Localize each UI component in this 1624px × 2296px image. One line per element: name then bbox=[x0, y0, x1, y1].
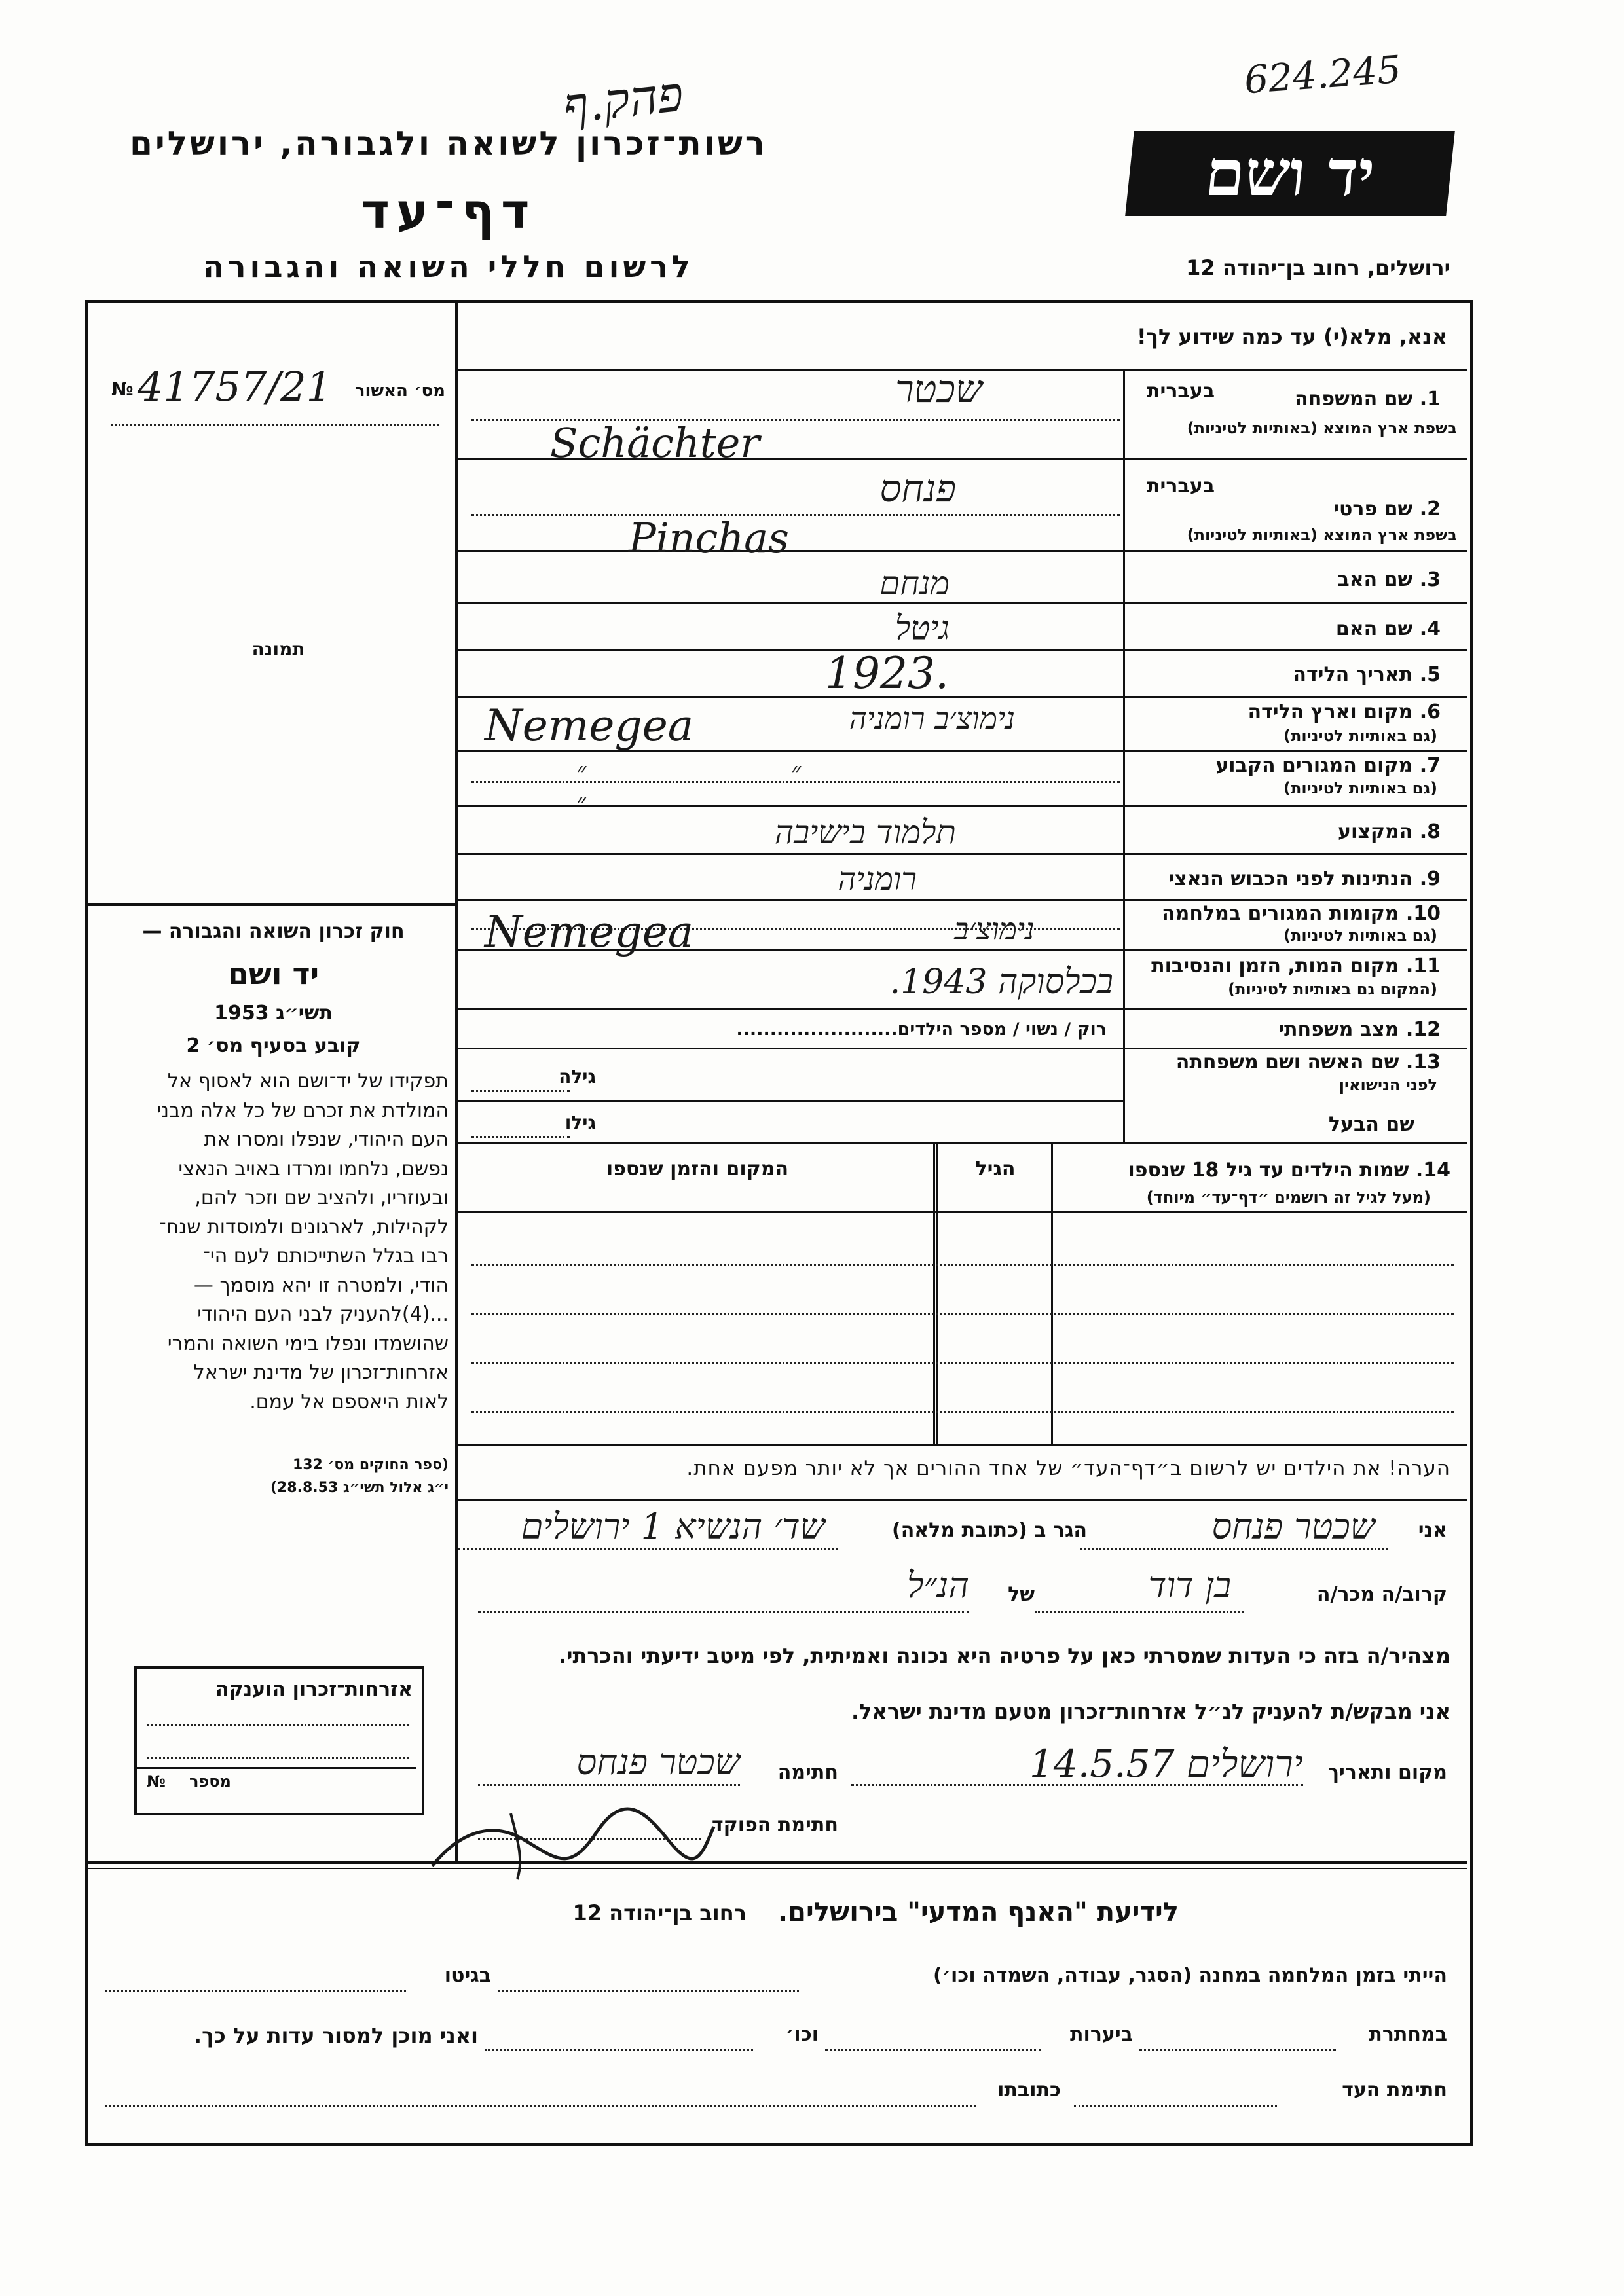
place-date-value: ירושלים 14.5.57 bbox=[1029, 1741, 1303, 1786]
rule bbox=[456, 1100, 1124, 1102]
birth-place-latin-value: Nemegea bbox=[485, 701, 694, 751]
rule bbox=[1051, 1144, 1053, 1446]
rule bbox=[456, 1048, 1467, 1049]
citizenship-line bbox=[147, 1724, 409, 1726]
field-death bbox=[1130, 955, 1441, 977]
declarant-name-value: שכטר פנחס bbox=[1211, 1506, 1375, 1547]
officer-signature-label: חתימת הפוקד bbox=[712, 1813, 838, 1836]
underground-line bbox=[1139, 2049, 1336, 2051]
yad-vashem-logo bbox=[1125, 131, 1455, 216]
rule bbox=[456, 899, 1467, 901]
field-number: 10. bbox=[1405, 902, 1441, 925]
law-line: ובעוזריו, ולהציב שם וזכר להם, bbox=[194, 1186, 449, 1209]
law-line: שהושמדו ונפלו בימי השואה והמרי bbox=[167, 1332, 449, 1355]
witness-signature-label: חתימת העד bbox=[1342, 2079, 1447, 2102]
field-sublabel: (המקום גם באותיות לטיניות) bbox=[1228, 980, 1437, 998]
rule bbox=[936, 1144, 938, 1446]
citizenship-line bbox=[147, 1757, 409, 1759]
profession-value: תלמוד בישיבה bbox=[774, 813, 956, 851]
field-label: הנתינות לפני הכבוש הנאצי bbox=[1168, 867, 1413, 890]
field-number: 13. bbox=[1405, 1051, 1441, 1074]
field-wartime-residence bbox=[1130, 902, 1441, 925]
field-label: שם פרטי bbox=[1333, 498, 1413, 520]
children-row-line bbox=[471, 1264, 1454, 1266]
signature-label: חתימה bbox=[777, 1761, 838, 1784]
rule bbox=[456, 1142, 1467, 1144]
handwritten-reference-number: 624.245 bbox=[1242, 46, 1403, 103]
logo-text: יד ושם bbox=[1202, 136, 1378, 210]
approval-number-row bbox=[105, 363, 445, 419]
declaration-request: אני מבקש/ת להעניק לנ״ל אזרחות־זכרון מטעם מדינת ישראל. bbox=[851, 1699, 1450, 1724]
rule bbox=[456, 1008, 1467, 1010]
footer-address: רחוב בן־יהודה 12 bbox=[572, 1901, 747, 1925]
camp-line bbox=[498, 1990, 799, 1992]
handwritten-file-note: פהק.ף bbox=[560, 65, 686, 135]
field-number: 7. bbox=[1419, 754, 1441, 777]
entry-line bbox=[471, 514, 1120, 516]
forests-label: ביערות bbox=[1070, 2023, 1133, 2046]
intro-text: אנא, מלא(י) עד כמה שידוע לך! bbox=[1136, 324, 1447, 349]
law-line: לקהילות, לארגונים ולמוסדות שנח־ bbox=[158, 1215, 449, 1239]
field-sublabel: בשפת ארץ המוצא (באותיות לטיניות) bbox=[1187, 526, 1457, 544]
field-number: 12. bbox=[1405, 1018, 1441, 1041]
children-sublabel: (מעל לגיל זה רושמים ״דף־עד״ מיוחד) bbox=[1146, 1188, 1431, 1207]
footer-heading: לידיעת "האנף המדעי" בירושלים. bbox=[777, 1897, 1179, 1927]
witness-address-line bbox=[105, 2105, 976, 2107]
death-place-time-value: בכלסוקה 1943. bbox=[889, 962, 1113, 1002]
field-nationality bbox=[1130, 867, 1441, 890]
field-label: מצב משפחתי bbox=[1278, 1018, 1399, 1041]
form-subtitle: לרשום חללי השואה והגבורה bbox=[203, 249, 694, 284]
rule bbox=[456, 1211, 1467, 1213]
wife-age-line bbox=[471, 1090, 570, 1092]
field-sublabel: לפני הנישואין bbox=[1338, 1076, 1437, 1094]
field-number: 9. bbox=[1419, 867, 1441, 890]
rule bbox=[456, 1444, 1467, 1446]
field-number: 6. bbox=[1419, 701, 1441, 723]
testimony-willing-label: ואני מוכן למסור עדות על כך. bbox=[193, 2023, 478, 2048]
field-label: המקצוע bbox=[1337, 820, 1413, 843]
rule bbox=[933, 1144, 935, 1446]
ghetto-label: בגיטו bbox=[444, 1964, 491, 1987]
children-age-column: הגיל bbox=[975, 1157, 1016, 1180]
children-place-column: המקום והזמן שנספו bbox=[606, 1157, 789, 1180]
approval-number: 41757/21 bbox=[138, 363, 333, 410]
children-row-line bbox=[471, 1411, 1454, 1413]
family-name-hebrew-value: שכטר bbox=[895, 367, 982, 411]
place-date-label: מקום ותאריך bbox=[1327, 1761, 1447, 1784]
marital-status-value: רוק / נשוי / מספר הילדים........................ bbox=[736, 1019, 1107, 1040]
husband-age-label: גילו bbox=[564, 1112, 596, 1133]
rule bbox=[137, 1767, 416, 1769]
witness-address-label: כתובתו bbox=[997, 2079, 1061, 2102]
citizenship-box-title: אזרחות־זכרון הוענקה bbox=[215, 1678, 413, 1701]
rule bbox=[88, 903, 455, 906]
declarant-signature: שכטר פנחס bbox=[576, 1741, 740, 1783]
etc-label: וכו׳ bbox=[785, 2023, 819, 2046]
declarant-address-value: שד׳ הנשיא 1 ירושלים bbox=[521, 1506, 825, 1547]
family-name-latin-value: Schächter bbox=[550, 419, 760, 467]
rule bbox=[456, 853, 1467, 855]
authority-line: רשות־זכרון לשואה ולגבורה, ירושלים bbox=[130, 124, 767, 162]
field-mother-name bbox=[1153, 617, 1441, 640]
husband-age-line bbox=[471, 1136, 570, 1138]
etc-line bbox=[485, 2049, 753, 2051]
field-number: 4. bbox=[1419, 617, 1441, 640]
law-year bbox=[98, 1002, 449, 1025]
field-label: שם האם bbox=[1335, 617, 1413, 640]
field-label: שם המשפחה bbox=[1295, 388, 1413, 410]
field-number: 3. bbox=[1419, 568, 1441, 591]
children-heading bbox=[1058, 1159, 1450, 1182]
field-label: שם האשה ושם משפחתה bbox=[1175, 1051, 1399, 1074]
field-number: 14. bbox=[1415, 1159, 1450, 1182]
field-birth-date bbox=[1153, 663, 1441, 686]
form-title: דף־עד bbox=[361, 183, 536, 240]
father-name-value: מנחם bbox=[879, 564, 950, 602]
rule bbox=[88, 1868, 1467, 1869]
field-number: 11. bbox=[1405, 955, 1441, 977]
law-clause: קובע בסעיף מס׳ 2 bbox=[186, 1034, 361, 1057]
relation-of-value: הנ״ל bbox=[907, 1565, 969, 1606]
field-sublabel: (גם באותיות לטיניות) bbox=[1283, 779, 1437, 797]
field-sublabel: בשפת ארץ המוצא (באותיות לטיניות) bbox=[1187, 419, 1457, 437]
field-sublabel: (גם באותיות לטיניות) bbox=[1283, 926, 1437, 945]
law-line: אזרחות־זכרון של מדינת ישראל bbox=[193, 1361, 449, 1384]
field-marital-status bbox=[1153, 1018, 1441, 1041]
field-label: תאריך הלידה bbox=[1293, 663, 1413, 686]
rule bbox=[456, 696, 1467, 698]
nationality-value: רומניה bbox=[838, 861, 917, 898]
law-line: לאות היאספם אל עמם. bbox=[249, 1390, 449, 1413]
birth-date-value: 1923. bbox=[825, 648, 949, 699]
law-year-hebrew: תשי״ג bbox=[276, 1002, 333, 1025]
approval-number-line bbox=[111, 424, 439, 426]
officer-signature-scribble bbox=[419, 1794, 720, 1886]
law-line: תפקידו של יד־ושם הוא לאסוף אל bbox=[167, 1070, 449, 1093]
rule bbox=[456, 649, 1467, 651]
rule bbox=[88, 1861, 1467, 1864]
field-label: מקום המגורים הקבוע bbox=[1215, 754, 1413, 777]
address-line bbox=[458, 1548, 838, 1550]
number-sign: № bbox=[111, 378, 134, 400]
wartime-residence-hebrew-value: נימוצ׳ב bbox=[954, 911, 1035, 947]
field-label: מקום המות, הזמן והנסיבות bbox=[1151, 955, 1399, 977]
relation-value: בן דוד bbox=[1148, 1565, 1231, 1606]
law-citation-2: י״ג אלול תשי״ג 28.8.53) bbox=[270, 1480, 449, 1496]
first-name-latin-value: Pinchas bbox=[629, 514, 789, 562]
citizenship-box bbox=[134, 1666, 424, 1815]
left-column-divider bbox=[455, 303, 458, 1861]
relative-label: קרוב/ה מכר/ה bbox=[1316, 1583, 1447, 1606]
field-label: שם האב bbox=[1337, 568, 1413, 591]
relation-of-line bbox=[478, 1611, 969, 1613]
mother-name-value: גיטל bbox=[895, 609, 950, 647]
address: ירושלים, רחוב בן־יהודה 12 bbox=[1186, 255, 1450, 280]
law-line: נפשם, נלחמו ומרדו באויב הנאצי bbox=[178, 1157, 449, 1180]
field-number: 5. bbox=[1419, 663, 1441, 686]
citizenship-number-label: מספר bbox=[189, 1772, 231, 1791]
underground-label: במחתרת bbox=[1369, 2023, 1447, 2046]
rule bbox=[456, 1499, 1467, 1501]
field-number: 1. bbox=[1419, 388, 1441, 410]
declaration-statement: מצהיר/ה בזה כי העדות שמסרתי כאן על פרטיה היא נכונה ואמיתית, לפי מיטב ידיעתי והכרתי. bbox=[558, 1643, 1450, 1668]
field-label: מקומות המגורים במלחמה bbox=[1162, 902, 1399, 925]
forests-line bbox=[825, 2049, 1041, 2051]
signature-line bbox=[478, 1784, 740, 1786]
place-date-line bbox=[851, 1784, 1303, 1786]
field-birth-place bbox=[1130, 701, 1441, 723]
law-text bbox=[98, 1067, 449, 1417]
address-label: הגר ב (כתובת מלאה) bbox=[891, 1519, 1087, 1542]
law-line: המולדת את זכרם של כל אלה מבני bbox=[157, 1099, 449, 1122]
permanent-residence-value: ״ ״ ״ bbox=[576, 757, 900, 818]
law-year-number: 1953 bbox=[214, 1002, 269, 1025]
approval-label: מס׳ האשור bbox=[354, 381, 445, 401]
children-note: הערה! את הילדים יש לרשום ב״דף־העד״ של אחד ההורים אך לא יותר מפעם אחת. bbox=[686, 1457, 1450, 1480]
field-label: שמות הילדים עד גיל 18 שנספו bbox=[1128, 1159, 1409, 1182]
field-language: בעברית bbox=[1147, 475, 1215, 498]
law-line: הודי, ולמטרה זו יהא מוסמך — bbox=[193, 1273, 449, 1297]
law-heading: חוק זכרון השואה והגבורה — bbox=[142, 920, 405, 943]
label-column-divider bbox=[1123, 370, 1125, 1142]
rule bbox=[456, 550, 1467, 552]
field-father-name bbox=[1153, 568, 1441, 591]
law-line: ...(4)להעניק לבני העם היהודי bbox=[197, 1303, 449, 1326]
ghetto-line bbox=[105, 1990, 406, 1992]
law-line: העם היהודי, שנפלו ומסרו את bbox=[204, 1128, 449, 1151]
field-husband-name: שם הבעל bbox=[1328, 1113, 1414, 1136]
children-row-line bbox=[471, 1362, 1454, 1364]
witness-signature-line bbox=[1074, 2105, 1277, 2107]
declarant-name-line bbox=[1080, 1548, 1388, 1550]
citizenship-number-sign: № bbox=[147, 1772, 166, 1791]
law-name: יד ושם bbox=[227, 956, 320, 991]
declaration-i-label: אני bbox=[1418, 1519, 1447, 1542]
first-name-hebrew-value: פנחס bbox=[879, 466, 956, 511]
rule bbox=[456, 602, 1467, 604]
law-line: רבו בגלל השתייכותם לעם הי־ bbox=[203, 1245, 449, 1267]
wartime-residence-latin-value: Nemegea bbox=[485, 907, 694, 957]
field-number: 2. bbox=[1419, 498, 1441, 520]
field-number: 8. bbox=[1419, 820, 1441, 843]
field-sublabel: (גם באותיות לטיניות) bbox=[1283, 727, 1437, 745]
birth-place-hebrew-value: נימוצ׳ב רומניה bbox=[849, 701, 1015, 736]
children-row-line bbox=[471, 1313, 1454, 1315]
law-citation-1: (ספר החוקים מס׳ 132 bbox=[292, 1457, 449, 1473]
camp-label: הייתי בזמן המלחמה במחנה (הסגר, עבודה, השמדה וכו׳) bbox=[933, 1964, 1447, 1987]
relation-line bbox=[1035, 1611, 1244, 1613]
field-language: בעברית bbox=[1147, 380, 1215, 403]
wife-age-label: גילה bbox=[559, 1066, 596, 1087]
field-profession bbox=[1153, 820, 1441, 843]
field-wife-name bbox=[1130, 1051, 1441, 1074]
photo-label: תמונה bbox=[251, 638, 305, 660]
field-permanent-residence bbox=[1130, 754, 1441, 777]
field-label: מקום וארץ הלידה bbox=[1247, 701, 1413, 723]
of-label: של bbox=[1008, 1583, 1035, 1606]
